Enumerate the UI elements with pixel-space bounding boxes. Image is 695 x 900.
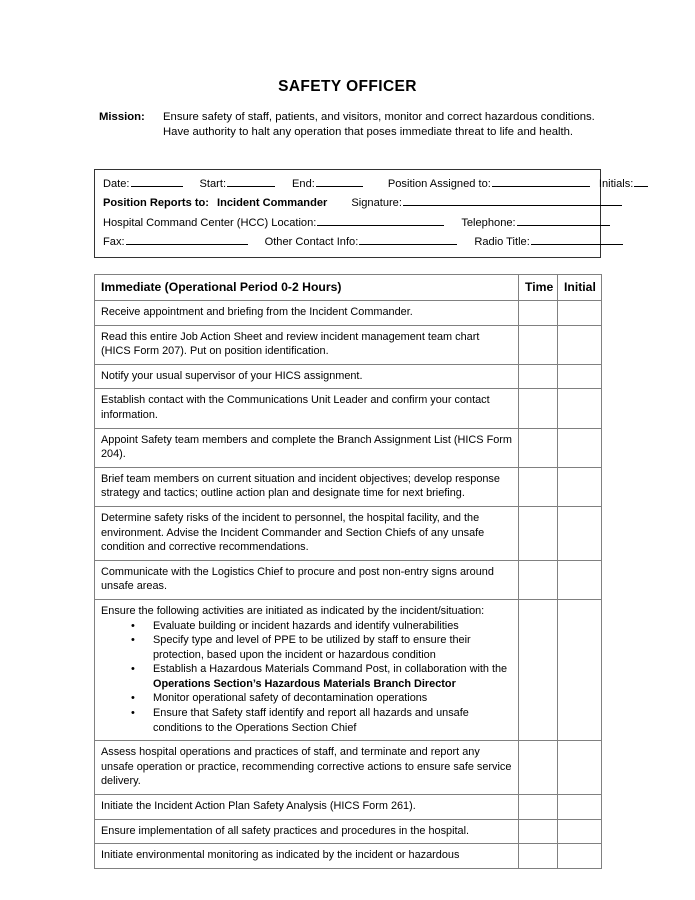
reports-to-label: Position Reports to: [103,197,210,210]
radio-title-label: Radio Title: [474,235,530,248]
table-row [95,467,602,506]
info-row-contact [95,233,600,252]
task-cell [95,560,519,599]
initial-cell[interactable] [558,467,602,506]
telephone-label: Telephone: [461,216,516,229]
table-row [95,364,602,389]
time-cell[interactable] [519,301,558,326]
reports-to-value: Incident Commander [217,197,328,210]
initial-cell[interactable] [558,819,602,844]
task-cell [95,301,519,326]
task-cell [95,599,519,740]
task-text: Establish contact with the Communications Unit Leader and confirm your contact information. [101,394,490,421]
table-row [95,428,602,467]
page-title: SAFETY OFFICER [278,78,417,95]
task-cell [95,389,519,428]
position-assigned-label: Position Assigned to: [387,178,491,190]
task-bullet-item: • Ensure that Safety staff identify and report all hazards and unsafe conditions to the Operations Section Chief [131,706,512,735]
hcc-location-field[interactable] [317,214,444,226]
initial-cell[interactable] [558,389,602,428]
task-cell [95,428,519,467]
time-cell[interactable] [519,389,558,428]
table-row [95,301,602,326]
task-cell [95,506,519,560]
task-cell [95,325,519,364]
task-bullet-item: • Evaluate building or incident hazards and identify vulnerabilities [131,619,512,634]
task-cell [95,364,519,389]
table-header-section: Immediate (Operational Period 0-2 Hours) [95,275,519,301]
time-cell[interactable] [519,364,558,389]
task-text: Receive appointment and briefing from the Incident Commander. [101,306,413,318]
mission-block [99,110,601,140]
initial-cell[interactable] [558,560,602,599]
fax-label: Fax: [103,235,125,248]
initial-cell[interactable] [558,301,602,326]
signature-field[interactable] [403,194,622,206]
time-cell[interactable] [519,819,558,844]
task-text: Assess hospital operations and practices of staff, and terminate and report any unsafe operation or practice, recommending corrective actions to ensure safe service delivery. [101,746,512,788]
info-row-reports-to [95,194,600,213]
initials-field[interactable] [634,175,648,187]
task-text: Initiate the Incident Action Plan Safety Analysis (HICS Form 261). [101,800,416,813]
task-text: Read this entire Job Action Sheet and review incident management team chart (HICS Form 207). Put on position identification. [101,330,480,358]
time-cell[interactable] [519,599,558,740]
table-row [95,819,602,844]
task-text: Initiate environmental monitoring as indicated by the incident or hazardous [101,849,460,862]
mission-text: Ensure safety of staff, patients, and visitors, monitor and correct hazardous conditions. Have authority to halt any operation that poses immediate threat to life and health. [163,111,595,139]
time-cell[interactable] [519,844,558,869]
table-row [95,325,602,364]
time-cell[interactable] [519,428,558,467]
time-cell[interactable] [519,741,558,795]
end-field[interactable] [316,175,363,187]
task-bullet-emphasis: Operations Section’s Hazardous Materials Branch Director [153,677,456,690]
initial-cell[interactable] [558,364,602,389]
table-body [95,301,602,869]
mission-label: Mission: [99,111,145,123]
initial-cell[interactable] [558,795,602,820]
time-cell[interactable] [519,560,558,599]
initial-cell[interactable] [558,844,602,869]
task-text: Determine safety risks of the incident to personnel, the hospital facility, and the environment. Advise the Incident Commander and Section Chiefs of any unsafe condition and corrective recommendations. [101,511,485,554]
initial-cell[interactable] [558,428,602,467]
immediate-task-table [94,274,602,869]
end-label: End: [292,178,315,190]
time-cell[interactable] [519,467,558,506]
task-bullet-list [101,619,512,736]
task-text: Notify your usual supervisor of your HICS assignment. [101,369,363,382]
task-cell [95,819,519,844]
other-contact-field[interactable] [359,233,457,245]
task-text: Communicate with the Logistics Chief to procure and post non-entry signs around unsafe areas. [101,565,494,593]
initial-cell[interactable] [558,325,602,364]
other-contact-label: Other Contact Info: [264,235,359,248]
table-row [95,795,602,820]
task-text: Brief team members on current situation and incident objectives; develop response strategy and tactics; outline action plan and designate time for next briefing. [101,472,500,500]
table-row [95,389,602,428]
initial-cell[interactable] [558,741,602,795]
date-field[interactable] [131,175,183,187]
table-row [95,741,602,795]
start-field[interactable] [227,175,275,187]
fax-field[interactable] [126,233,248,245]
initial-cell[interactable] [558,599,602,740]
task-cell [95,795,519,820]
radio-title-field[interactable] [531,233,623,245]
table-row [95,599,602,740]
time-cell[interactable] [519,506,558,560]
table-row [95,506,602,560]
info-row-hcc [95,214,600,233]
task-text: Appoint Safety team members and complete the Branch Assignment List (HICS Form 204). [101,433,512,461]
task-cell [95,467,519,506]
initial-cell[interactable] [558,506,602,560]
hcc-location-label: Hospital Command Center (HCC) Location: [103,216,317,229]
task-text: Ensure implementation of all safety practices and procedures in the hospital. [101,824,470,837]
initials-label: Initials: [598,178,634,190]
position-assigned-field[interactable] [492,175,590,187]
telephone-field[interactable] [517,214,610,226]
start-label: Start: [199,178,227,190]
task-bullet-item: • Establish a Hazardous Materials Command Post, in collaboration with the Operations Section’s Hazardous Materials Branch Director [131,662,512,691]
task-cell [95,741,519,795]
signature-label: Signature: [351,197,402,210]
table-header-initial: Initial [558,275,602,301]
table-row [95,560,602,599]
table-row [95,844,602,869]
info-row-dates [95,175,634,194]
table-header-row [95,275,602,301]
task-bullet-item: • Specify type and level of PPE to be utilized by staff to ensure their protection, based upon the incident or hazardous condition [131,633,512,662]
time-cell[interactable] [519,795,558,820]
table-header-time: Time [519,275,558,301]
time-cell[interactable] [519,325,558,364]
task-cell [95,844,519,869]
position-info-box [94,169,634,258]
task-text: Ensure the following activities are initiated as indicated by the incident/situation: [101,604,485,617]
date-label: Date: [103,178,130,190]
task-bullet-item: • Monitor operational safety of decontamination operations [131,691,512,706]
